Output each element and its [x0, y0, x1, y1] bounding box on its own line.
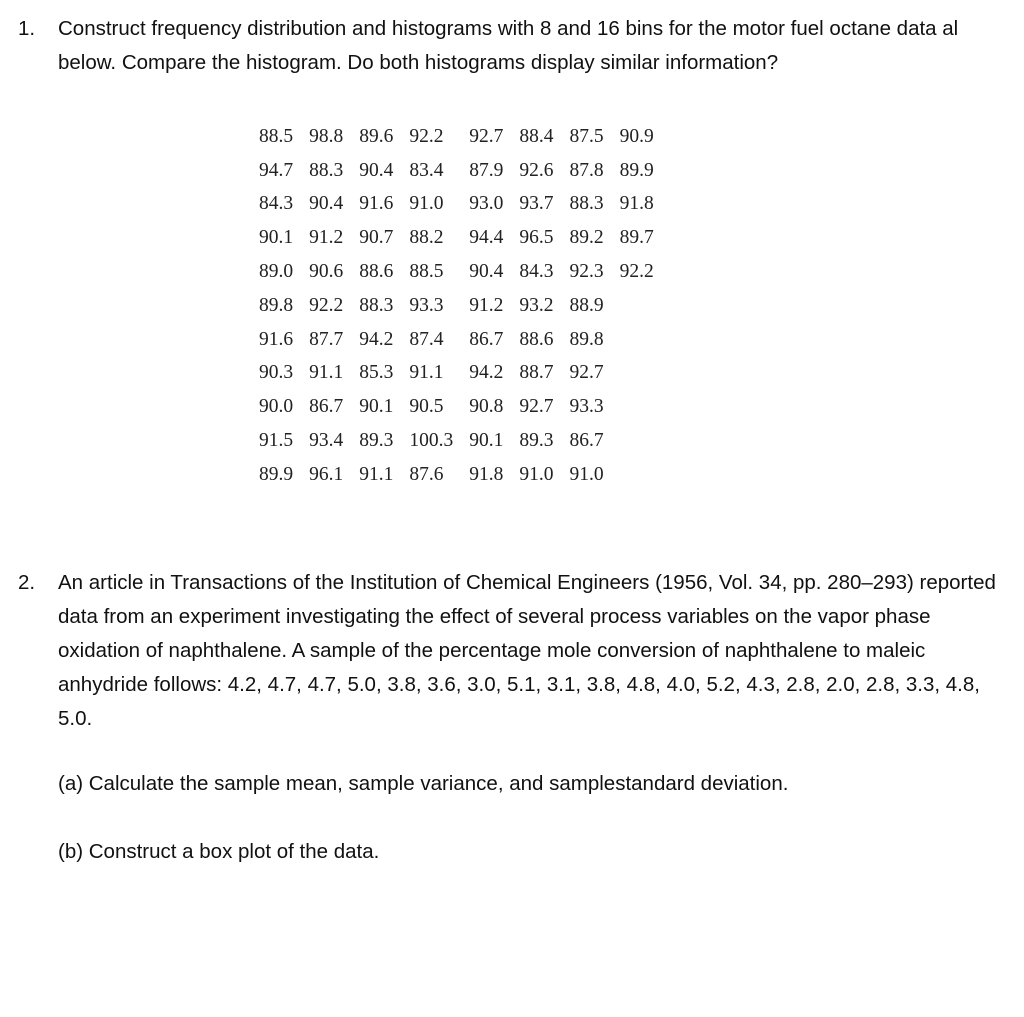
table-cell: 89.7: [619, 227, 654, 249]
table-cell: 91.8: [619, 193, 654, 215]
table-cell: 85.3: [359, 362, 394, 384]
table-cell: 88.3: [359, 294, 394, 316]
table-cell: 91.1: [309, 362, 344, 384]
table-cell: 91.0: [569, 463, 604, 485]
table-cell: 90.5: [409, 396, 444, 418]
table-cell: 88.3: [309, 159, 344, 181]
question-2: [18, 566, 1003, 736]
table-cell: 90.9: [619, 125, 654, 147]
table-cell: 89.8: [569, 328, 604, 350]
table-cell: 93.3: [569, 396, 604, 418]
table-row: [252, 458, 663, 492]
table-cell: 90.1: [359, 396, 394, 418]
table-cell: 91.8: [469, 463, 504, 485]
table-cell: 89.3: [359, 430, 394, 452]
table-row: [252, 221, 663, 255]
table-cell: 84.3: [259, 193, 294, 215]
table-cell: 94.2: [359, 328, 394, 350]
table-cell: 93.4: [309, 430, 344, 452]
table-cell: 91.5: [259, 430, 294, 452]
table-cell: 92.2: [409, 125, 444, 147]
table-cell: 93.7: [519, 193, 554, 215]
table-cell: 92.7: [469, 125, 504, 147]
table-cell: 87.4: [409, 328, 444, 350]
table-cell: 87.5: [569, 125, 604, 147]
table-cell: 96.1: [309, 463, 344, 485]
table-cell: 91.2: [469, 294, 504, 316]
question-1-number: 1.: [18, 17, 36, 40]
table-row: [252, 289, 663, 323]
table-cell: 89.0: [259, 261, 294, 283]
table-cell: 92.7: [519, 396, 554, 418]
table-cell: 88.5: [409, 261, 444, 283]
table-cell: 87.7: [309, 328, 344, 350]
table-cell: 88.9: [569, 294, 604, 316]
table-cell: 90.4: [309, 193, 344, 215]
question-2-text: An article in Transactions of the Institution of Chemical Engineers (1956, Vol. 34, pp. 280–293) reported data from an experiment investigating the effect of several process variables on the vapor phase oxidation of naphthalene. A sample of the percentage mole conversion of naphthalene to maleic anhydride follows: 4.2, 4.7, 4.7, 5.0, 3.8, 3.6, 3.0, 5.1, 3.1, 3.8, 4.8, 4.0, 5.2, 4.3, 2.8, 2.0, 2.8, 3.3, 4.8, 5.0.: [58, 571, 996, 730]
table-cell: 90.4: [469, 261, 504, 283]
table-cell: [613, 323, 663, 357]
table-cell: 92.7: [569, 362, 604, 384]
table-cell: 86.7: [309, 396, 344, 418]
table-cell: 90.8: [469, 396, 504, 418]
table-cell: 93.3: [409, 294, 444, 316]
table-cell: 92.3: [569, 261, 604, 283]
table-cell: 94.2: [469, 362, 504, 384]
table-cell: 91.2: [309, 227, 344, 249]
table-cell: 88.6: [359, 261, 394, 283]
table-cell: 90.6: [309, 261, 344, 283]
table-cell: 84.3: [519, 261, 554, 283]
table-cell: 87.8: [569, 159, 604, 181]
table-cell: 83.4: [409, 159, 444, 181]
table-cell: 100.3: [409, 430, 454, 452]
table-cell: 88.3: [569, 193, 604, 215]
table-row: [252, 323, 663, 357]
table-cell: [613, 458, 663, 492]
table-row: [252, 357, 663, 391]
table-row: [252, 424, 663, 458]
table-cell: 89.9: [259, 463, 294, 485]
table-cell: 89.2: [569, 227, 604, 249]
table-cell: 91.6: [259, 328, 294, 350]
table-cell: 92.2: [309, 294, 344, 316]
table-cell: 90.4: [359, 159, 394, 181]
table-cell: 89.8: [259, 294, 294, 316]
table-cell: 91.0: [409, 193, 444, 215]
table-row: [252, 154, 663, 188]
table-row: [252, 120, 663, 154]
table-cell: 91.1: [409, 362, 444, 384]
table-cell: 98.8: [309, 125, 344, 147]
table-cell: 93.0: [469, 193, 504, 215]
table-cell: 88.6: [519, 328, 554, 350]
table-cell: 86.7: [569, 430, 604, 452]
table-cell: 93.2: [519, 294, 554, 316]
table-cell: 94.4: [469, 227, 504, 249]
table-cell: 91.0: [519, 463, 554, 485]
table-cell: 90.1: [469, 430, 504, 452]
table-cell: 90.3: [259, 362, 294, 384]
table-cell: [613, 390, 663, 424]
table-cell: 92.6: [519, 159, 554, 181]
table-cell: 90.0: [259, 396, 294, 418]
table-cell: 88.2: [409, 227, 444, 249]
table-cell: 87.9: [469, 159, 504, 181]
table-cell: 86.7: [469, 328, 504, 350]
table-cell: 90.7: [359, 227, 394, 249]
table-cell: 89.9: [619, 159, 654, 181]
question-1: [18, 12, 1003, 80]
table-cell: 94.7: [259, 159, 294, 181]
table-row: [252, 390, 663, 424]
table-row: [252, 255, 663, 289]
question-1-text: Construct frequency distribution and histograms with 8 and 16 bins for the motor fuel octane data al below. Compare the histogram. Do both histograms display similar information?: [58, 17, 959, 74]
table-cell: 89.6: [359, 125, 394, 147]
table-cell: [613, 357, 663, 391]
question-2-number: 2.: [18, 571, 36, 594]
table-cell: 92.2: [619, 261, 654, 283]
question-2-part-a: (a) Calculate the sample mean, sample variance, and samplestandard deviation.: [58, 772, 789, 795]
table-cell: 90.1: [259, 227, 294, 249]
table-cell: 91.1: [359, 463, 394, 485]
table-row: [252, 188, 663, 222]
table-cell: 89.3: [519, 430, 554, 452]
table-cell: 91.6: [359, 193, 394, 215]
table-cell: 87.6: [409, 463, 444, 485]
table-cell: 88.4: [519, 125, 554, 147]
table-cell: 88.5: [259, 125, 294, 147]
table-cell: 96.5: [519, 227, 554, 249]
table-cell: [613, 424, 663, 458]
octane-data-table: [252, 120, 663, 492]
question-2-part-b: (b) Construct a box plot of the data.: [58, 840, 380, 863]
table-cell: 88.7: [519, 362, 554, 384]
table-cell: [613, 289, 663, 323]
